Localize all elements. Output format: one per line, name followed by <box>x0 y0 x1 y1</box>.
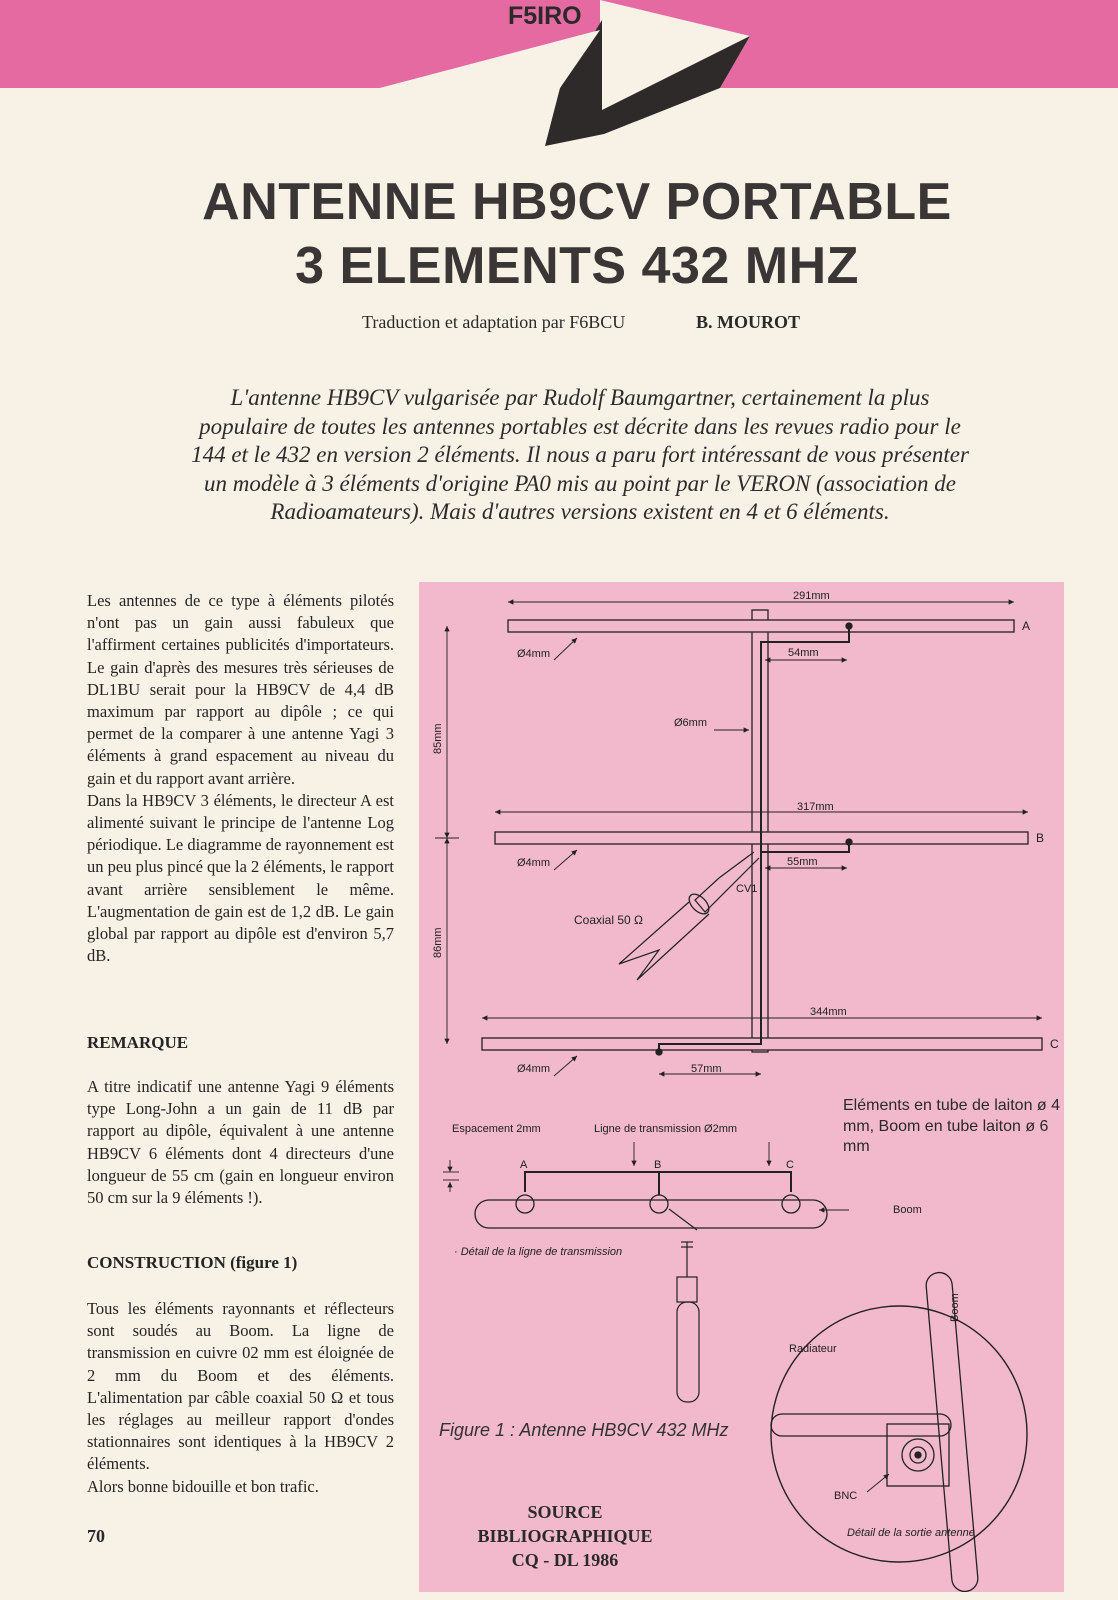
boom-label: Boom <box>893 1204 922 1216</box>
body-paragraph-3: A titre indicatif une antenne Yagi 9 éléments type Long-John a un gain de 11 dB par rapport au dipôle, équivalent à une antenne HB9CV 6 éléments dont 4 directeurs d'une longueur de 55 cm (gain en longueur environ 50 cm sur la 9 éléments !). <box>87 1077 394 1208</box>
dim-c-feed: 57mm <box>691 1063 722 1075</box>
cv1-label: CV1 <box>736 883 758 895</box>
transmission-line-bc <box>659 852 761 1052</box>
heading-remarque: REMARQUE <box>87 1033 189 1052</box>
bibliographic-source <box>440 1500 690 1572</box>
coax-cable-detail <box>677 1302 699 1402</box>
detail-sortie-caption: Détail de la sortie antenne <box>847 1527 975 1539</box>
dim-b-feed: 55mm <box>787 856 818 868</box>
source-reference: CQ - DL 1986 <box>511 1550 619 1570</box>
detail-label-b: B <box>654 1159 662 1171</box>
body-column <box>87 590 394 967</box>
label-element-b: B <box>1036 831 1045 845</box>
heading-construction: CONSTRUCTION (figure 1) <box>87 1253 298 1272</box>
header-callsign: F5IRO <box>508 2 582 30</box>
body-paragraph-1: Les antennes de ce type à éléments pilotés n'ont pas un gain aussi fabuleux que l'affirment certaines publicités d'importateurs. Le gain d'après des mesures très sérieuses de DL1BU serait pour la HB9CV de 4,4 dB maximum par rapport au dipôle ; ce qui permet de la comparer à une antenne Yagi 3 éléments à grand espacement au niveau du gain et du rapport avant arrière. <box>87 591 394 788</box>
materials-note: Eléments en tube de laiton ø 4 mm, Boom en tube laiton ø 6 mm <box>843 1097 1061 1155</box>
detail-ligne-caption: · Détail de la ligne de transmission <box>454 1246 623 1258</box>
body-paragraph-2: Dans la HB9CV 3 éléments, le directeur A est alimenté suivant le principe de l'antenne Log périodique. Le diagramme de rayonnement est un peu plus pincé que la 2 éléments, le rapport avant arrière sensiblement le même. L'augmentation de gain est de 1,2 dB. Le gain global par rapport au dipôle est d'environ 5,7 dB. <box>87 790 394 966</box>
intro-paragraph: L'antenne HB9CV vulgarisée par Rudolf Baumgartner, certainement la plus populaire de toutes les antennes portables est décrite dans les revues radio pour le 144 et le 432 en version 2 éléments. Il nous a paru fort intéressant de vous présenter un modèle à 3 éléments d'origine PA0 mis au point par le VERON (association de Radioamateurs). Mais d'autres versions existent en 4 et 6 éléments. <box>191 385 969 524</box>
dim-b-length: 317mm <box>797 801 834 813</box>
spacing-ab: 85mm <box>432 723 444 754</box>
article-title-line1: ANTENNE HB9CV PORTABLE <box>202 173 952 231</box>
dim-a-feed: 54mm <box>788 647 819 659</box>
boom-vertical-label: Boom <box>949 1293 961 1322</box>
spacing-2mm-label: Espacement 2mm <box>452 1123 541 1135</box>
byline-credit: Traduction et adaptation par F6BCU <box>362 312 626 332</box>
source-heading: SOURCE BIBLIOGRAPHIQUE <box>477 1502 653 1546</box>
radiateur-label: Radiateur <box>789 1343 837 1355</box>
detail-label-c: C <box>786 1159 794 1171</box>
label-element-c: C <box>1050 1037 1059 1051</box>
boom-section-detail <box>475 1200 827 1228</box>
body-paragraph-4: Tous les éléments rayonnants et réflecteurs sont soudés au Boom. La ligne de transmission en cuivre 02 mm est éloignée de 2 mm du Boom et des éléments. L'alimentation par câble coaxial 50 Ω et tous les réglages au meilleur rapport d'ondes stationnaires sont identiques à la HB9CV 2 éléments. <box>87 1299 394 1474</box>
body-paragraph-5: Alors bonne bidouille et bon trafic. <box>87 1476 319 1496</box>
detail-label-a: A <box>520 1159 528 1171</box>
label-element-a: A <box>1022 619 1031 633</box>
page-number: 70 <box>87 1526 105 1546</box>
dim-c-length: 344mm <box>810 1006 847 1018</box>
dia-element-b: Ø4mm <box>517 857 550 869</box>
spacing-bc: 86mm <box>432 927 444 958</box>
transmission-line-label: Ligne de transmission Ø2mm <box>594 1123 738 1135</box>
coax-label: Coaxial 50 Ω <box>574 913 644 927</box>
element-a <box>508 620 1014 632</box>
byline-author: B. MOUROT <box>696 312 801 332</box>
dim-a-length: 291mm <box>793 590 830 602</box>
article-title-line2: 3 ELEMENTS 432 MHZ <box>295 237 859 295</box>
dia-boom: Ø6mm <box>674 717 707 729</box>
dia-element-a: Ø4mm <box>517 648 550 660</box>
body-construction <box>87 1298 394 1498</box>
figure-caption: Figure 1 : Antenne HB9CV 432 MHz <box>439 1420 729 1440</box>
bnc-label: BNC <box>834 1490 858 1502</box>
dia-element-c: Ø4mm <box>517 1063 550 1075</box>
